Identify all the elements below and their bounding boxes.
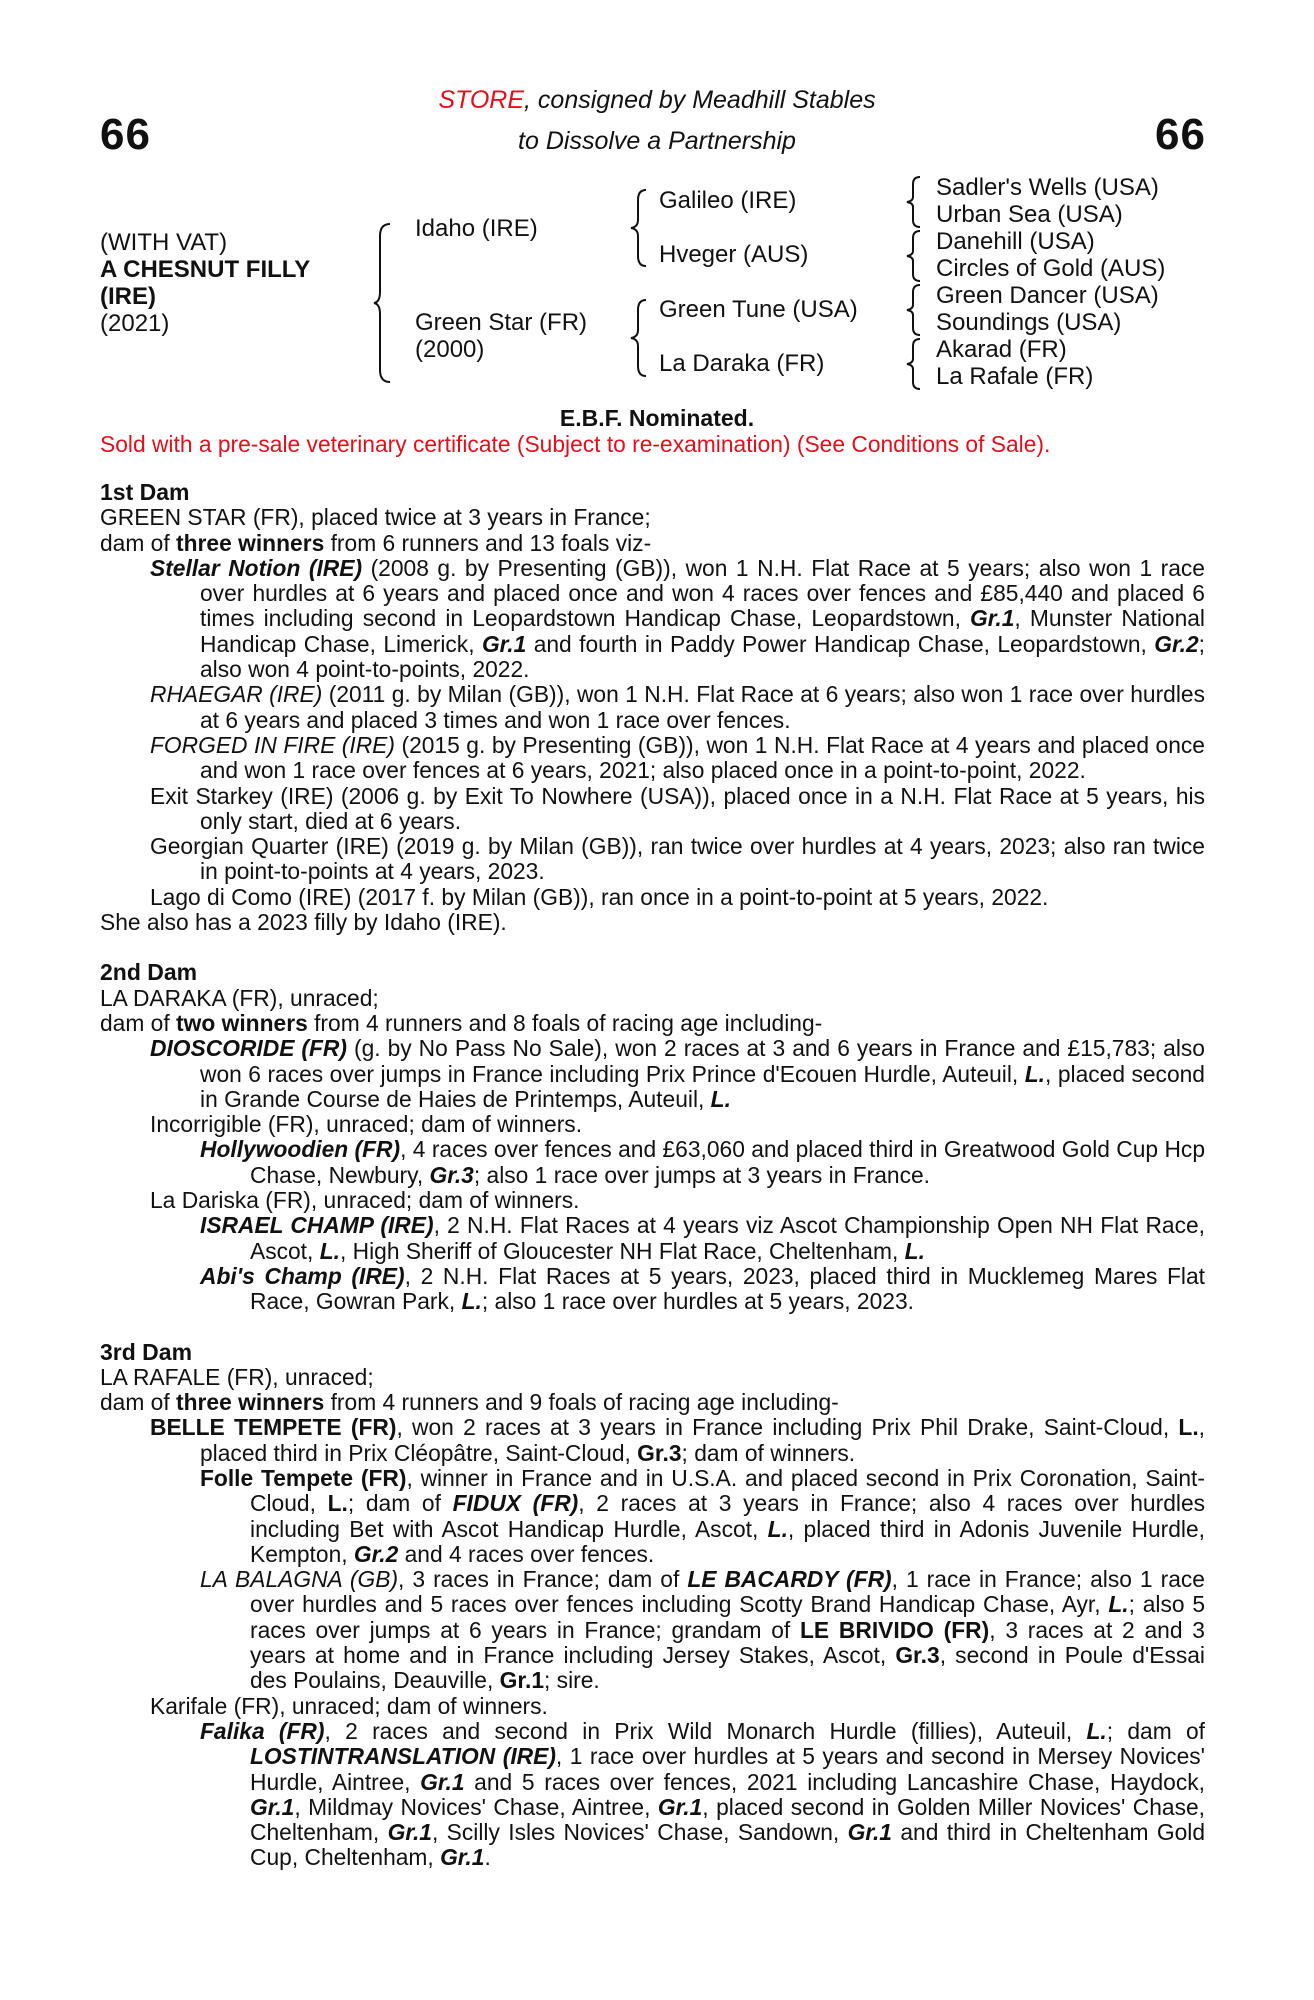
sire: Idaho (IRE) bbox=[415, 215, 538, 242]
gen3-item-7: Akarad (FR) bbox=[936, 336, 1067, 363]
gen3-item-6: Soundings (USA) bbox=[936, 309, 1122, 336]
brace-g3-4 bbox=[904, 337, 926, 391]
progeny-item: Stellar Notion (IRE) (2008 g. by Presenting (GB)), won 1 N.H. Flat Race at 5 years; also won 1 race over hurdles at 6 years and placed once and won 4 races over fences and £85,440 and placed 6 times including second in Leopardstown Handicap Chase, Leopardstown, Gr.1, Munster National Handicap Chase, Limerick, Gr.1 and fourth in Paddy Power Handicap Chase, Leopardstown, Gr.2; also won 4 point-to-points, 2022. bbox=[150, 554, 1205, 683]
gen3-item-4: Circles of Gold (AUS) bbox=[936, 255, 1166, 282]
subject-year: (2021) bbox=[100, 310, 170, 337]
grandprogeny-item: LA BALAGNA (GB), 3 races in France; dam of LE BACARDY (FR), 1 race in France; also 1 race over hurdles and 5 races over fences including Scotty Brand Handicap Chase, Ayr, L.; also 5 races over jumps at 6 years in France; grandam of LE BRIVIDO (FR), 3 races at 2 and 3 years at home and in France including Jersey Stakes, Ascot, Gr.3, second in Poule d'Essai des Poulains, Deauville, Gr.1; sire. bbox=[200, 1566, 1206, 1694]
gen3-item-2: Urban Sea (USA) bbox=[936, 201, 1123, 228]
gen2-item-1: Galileo (IRE) bbox=[659, 187, 797, 214]
progeny-item: Incorrigible (FR), unraced; dam of winners. bbox=[150, 1111, 583, 1138]
grandprogeny-item: Hollywoodien (FR), 4 races over fences and £63,060 and placed third in Greatwood Gold Cup Hcp Chase, Newbury, Gr.3; also 1 race over jumps at 3 years in France. bbox=[200, 1136, 1205, 1188]
ebf-nominated: E.B.F. Nominated. bbox=[559, 405, 755, 431]
grandprogeny-item: Folle Tempete (FR), winner in France and in U.S.A. and placed second in Prix Coronation, Saint-Cloud, L.; dam of FIDUX (FR), 2 races at 3 years in France; also 4 races over hurdles including Bet with Ascot Handicap Hurdle, Ascot, L., placed third in Adonis Juvenile Hurdle, Kempton, Gr.2 and 4 races over fences. bbox=[200, 1464, 1206, 1567]
header-line-1: STORE, consigned by Meadhill Stables bbox=[438, 86, 876, 114]
third-dam-heading: 3rd Dam bbox=[100, 1338, 193, 1365]
brace-g3-3 bbox=[904, 283, 926, 337]
vat-label: (WITH VAT) bbox=[100, 229, 228, 256]
header-line-2: to Dissolve a Partnership bbox=[518, 127, 796, 155]
catalogue-body: 1st Dam GREEN STAR (FR), placed twice at 3 years in France; dam of three winners from 6 runners and 13 foals viz- Stellar Notion (IRE) (2008 g. by Presenting (GB)), won 1 N.H. Flat Race at 5 years; also won 1 race over hurdles at 6 years and placed once and won 4 races over fences and £85,440 and placed 6 times including second in Leopardstown Handicap Chase, Leopardstown, Gr.1, Munster National Handicap Chase, Limerick, Gr.1 and fourth in Paddy Power Handicap Chase, Leopardstown, Gr.2; also won 4 point-to-points, 2022. RHAEGAR (IRE) (2011 g. by Milan (GB)), won 1 N.H. Flat Race at 6 years; also won 1 race over hurdles at 6 years and placed 3 times and won 1 race over fences. FORGED IN FIRE (IRE) (2015 g. by Presenting (GB)), won 1 N.H. Flat Race at 4 years and placed once and won 1 race over fences at 6 years, 2021; also placed once in a point-to-point, 2022. Exit Starkey (IRE) (2006 g. by Exit To Nowhere (USA)), placed once in a N.H. Flat Race at 5 years, his only start, died at 6 years. Georgian Quarter (IRE) (2019 g. by Milan (GB)), ran twice over hurdles at 4 years, 2023; also ran twice in point-to-points at 4 years, 2023. Lago di Como (IRE) (2017 f. by Milan (GB)), ran once in a point-to-point at 5 years, 2022. She also has a 2023 filly by Idaho (IRE). 2nd Dam LA DARAKA (FR), unraced; dam of two winners from 4 runners and 8 foals of racing age including- DIOSCORIDE (FR) (g. by No Pass No Sale), won 2 races at 3 and 6 years in France and £15,783; also won 6 races over jumps in France including Prix Prince d'Ecouen Hurdle, Auteuil, L., placed second in Grande Course de Haies de Printemps, Auteuil, L. Incorrigible (FR), unraced; dam of winners. Hollywoodien (FR), 4 races over fences and £63,060 and placed third in Greatwood Gold Cup Hcp Chase, Newbury, Gr.3; also 1 race over jumps at 3 years in France. La Dariska (FR), unraced; dam of winners. ISRAEL CHAMP (IRE), 2 N.H. Flat Races at 4 years viz Ascot Championship Open NH Flat Race, Ascot, L., High Sheriff of Gloucester NH Flat Race, Cheltenham, L. Abi's Champ (IRE), 2 N.H. Flat Races at 5 years, 2023, placed third in Mucklemeg Mares Flat Race, Gowran Park, L.; also 1 race over hurdles at 5 years, 2023. 3rd Dam LA RAFALE (FR), unraced; dam of three winners from 4 runners and 9 foals of racing age including- BELLE TEMPETE (FR), won 2 races at 3 years in France including Prix Phil Drake, Saint-Cloud, L., placed third in Prix Cléopâtre, Saint-Cloud, Gr.3; dam of winners. Folle Tempete (FR), winner in France and in U.S.A. and placed second in Prix Coronation, Saint-Cloud, L.; dam of FIDUX (FR), 2 races at 3 years in France; also 4 races over hurdles including Bet with Ascot Handicap Hurdle, Ascot, L., placed third in Adonis Juvenile Hurdle, Kempton, Gr.2 and 4 races over fences. LA BALAGNA (GB), 3 races in France; dam of LE BACARDY (FR), 1 race in France; also 1 race over hurdles and 5 races over fences including Scotty Brand Handicap Chase, Ayr, L.; also 5 races over jumps at 6 years in France; grandam of LE BRIVIDO (FR), 3 races at 2 and 3 years at home and in France including Jersey Stakes, Ascot, Gr.3, second in Poule d'Essai des Poulains, Deauville, Gr.1; sire. Karifale (FR), unraced; dam of winners. Falika (FR), 2 races and second in Prix Wild Monarch Hurdle (fillies), Auteuil, L.; dam of LOSTINTRANSLATION (IRE), 1 race over hurdles at 5 years and second in Mersey Novices' Hurdle, Aintree, Gr.1 and 5 races over fences, 2021 including Lancashire Chase, Haydock, Gr.1, Mildmay Novices' Chase, Aintree, Gr.1, placed second in Golden Miller Novices' Chase, Cheltenham, Gr.1, Scilly Isles Novices' Chase, Sandown, Gr.1 and third in Cheltenham Gold Cup, Cheltenham, Gr.1. bbox=[100, 479, 1206, 1871]
lot-number-left: 66 bbox=[100, 110, 151, 159]
progeny-item: La Dariska (FR), unraced; dam of winners. bbox=[150, 1187, 580, 1214]
progeny-item: RHAEGAR (IRE) (2011 g. by Milan (GB)), won 1 N.H. Flat Race at 6 years; also won 1 race over hurdles at 6 years and placed 3 times and won 1 race over fences. bbox=[150, 681, 1205, 733]
progeny-item: BELLE TEMPETE (FR), won 2 races at 3 years in France including Prix Phil Drake, Saint-Cloud, L., placed third in Prix Cléopâtre, Saint-Cloud, Gr.3; dam of winners. bbox=[150, 1414, 1205, 1466]
progeny-item: DIOSCORIDE (FR) (g. by No Pass No Sale), won 2 races at 3 and 6 years in France and £15,783; also won 6 races over jumps in France including Prix Prince d'Ecouen Hurdle, Auteuil, L., placed second in Grande Course de Haies de Printemps, Auteuil, L. bbox=[150, 1035, 1205, 1112]
subject-block: (WITH VAT) A CHESNUT FILLY (IRE) (2021) bbox=[100, 229, 311, 337]
brace-gen1 bbox=[372, 222, 402, 384]
grandprogeny-item: Falika (FR), 2 races and second in Prix Wild Monarch Hurdle (fillies), Auteuil, L.; dam of LOSTINTRANSLATION (IRE), 1 race over hurdles at 5 years and second in Mersey Novices' Hurdle, Aintree, Gr.1 and 5 races over fences, 2021 including Lancashire Chase, Haydock, Gr.1, Mildmay Novices' Chase, Aintree, Gr.1, placed second in Golden Miller Novices' Chase, Cheltenham, Gr.1, Scilly Isles Novices' Chase, Sandown, Gr.1 and third in Cheltenham Gold Cup, Cheltenham, Gr.1. bbox=[200, 1717, 1206, 1871]
second-dam-heading: 2nd Dam bbox=[100, 959, 198, 986]
subject-name: A CHESNUT FILLY bbox=[100, 256, 311, 283]
gen3-item-1: Sadler's Wells (USA) bbox=[936, 174, 1159, 201]
gen3-block bbox=[936, 174, 1165, 390]
gen3-item-3: Danehill (USA) bbox=[936, 228, 1095, 255]
progeny-item: Georgian Quarter (IRE) (2019 g. by Milan (GB)), ran twice over hurdles at 4 years, 2023; also ran twice in point-to-points at 4 years, 2023. bbox=[150, 833, 1205, 885]
lot-number-right: 66 bbox=[1155, 110, 1206, 159]
gen2-item-4: La Daraka (FR) bbox=[659, 350, 825, 377]
first-dam-footer: She also has a 2023 filly by Idaho (IRE). bbox=[100, 909, 507, 936]
grandprogeny-item: Abi's Champ (IRE), 2 N.H. Flat Races at 5 years, 2023, placed third in Mucklemeg Mares Flat Race, Gowran Park, L.; also 1 race over hurdles at 5 years, 2023. bbox=[200, 1262, 1205, 1315]
progeny-item: FORGED IN FIRE (IRE) (2015 g. by Presenting (GB)), won 1 N.H. Flat Race at 4 years and placed once and won 1 race over fences at 6 years, 2021; also placed once in a point-to-point, 2022. bbox=[150, 731, 1205, 784]
brace-sire bbox=[628, 188, 654, 268]
gen2-item-2: Hveger (AUS) bbox=[659, 241, 809, 268]
first-dam-heading: 1st Dam bbox=[100, 479, 190, 505]
vet-notice: Sold with a pre-sale veterinary certificate (Subject to re-examination) (See Conditions of Sale). bbox=[100, 431, 1051, 457]
brace-g3-1 bbox=[904, 175, 926, 229]
gen3-item-5: Green Dancer (USA) bbox=[936, 282, 1159, 309]
horse-name: STORE bbox=[438, 86, 525, 114]
dam: Green Star (FR) (2000) bbox=[415, 309, 588, 363]
progeny-item: Lago di Como (IRE) (2017 f. by Milan (GB)), ran once in a point-to-point at 5 years, 2022. bbox=[150, 883, 1049, 910]
progeny-item: Karifale (FR), unraced; dam of winners. bbox=[150, 1692, 548, 1719]
gen3-item-8: La Rafale (FR) bbox=[936, 363, 1094, 390]
progeny-item: Exit Starkey (IRE) (2006 g. by Exit To Nowhere (USA)), placed once in a N.H. Flat Race at 5 years, his only start, died at 6 years. bbox=[150, 782, 1205, 834]
grandprogeny-item: ISRAEL CHAMP (IRE), 2 N.H. Flat Races at 4 years viz Ascot Championship Open NH Flat Race, Ascot, L., High Sheriff of Gloucester NH Flat Race, Cheltenham, L. bbox=[200, 1212, 1205, 1264]
brace-g3-2 bbox=[904, 229, 926, 283]
brace-dam bbox=[628, 298, 654, 378]
gen2-item-3: Green Tune (USA) bbox=[659, 296, 858, 323]
